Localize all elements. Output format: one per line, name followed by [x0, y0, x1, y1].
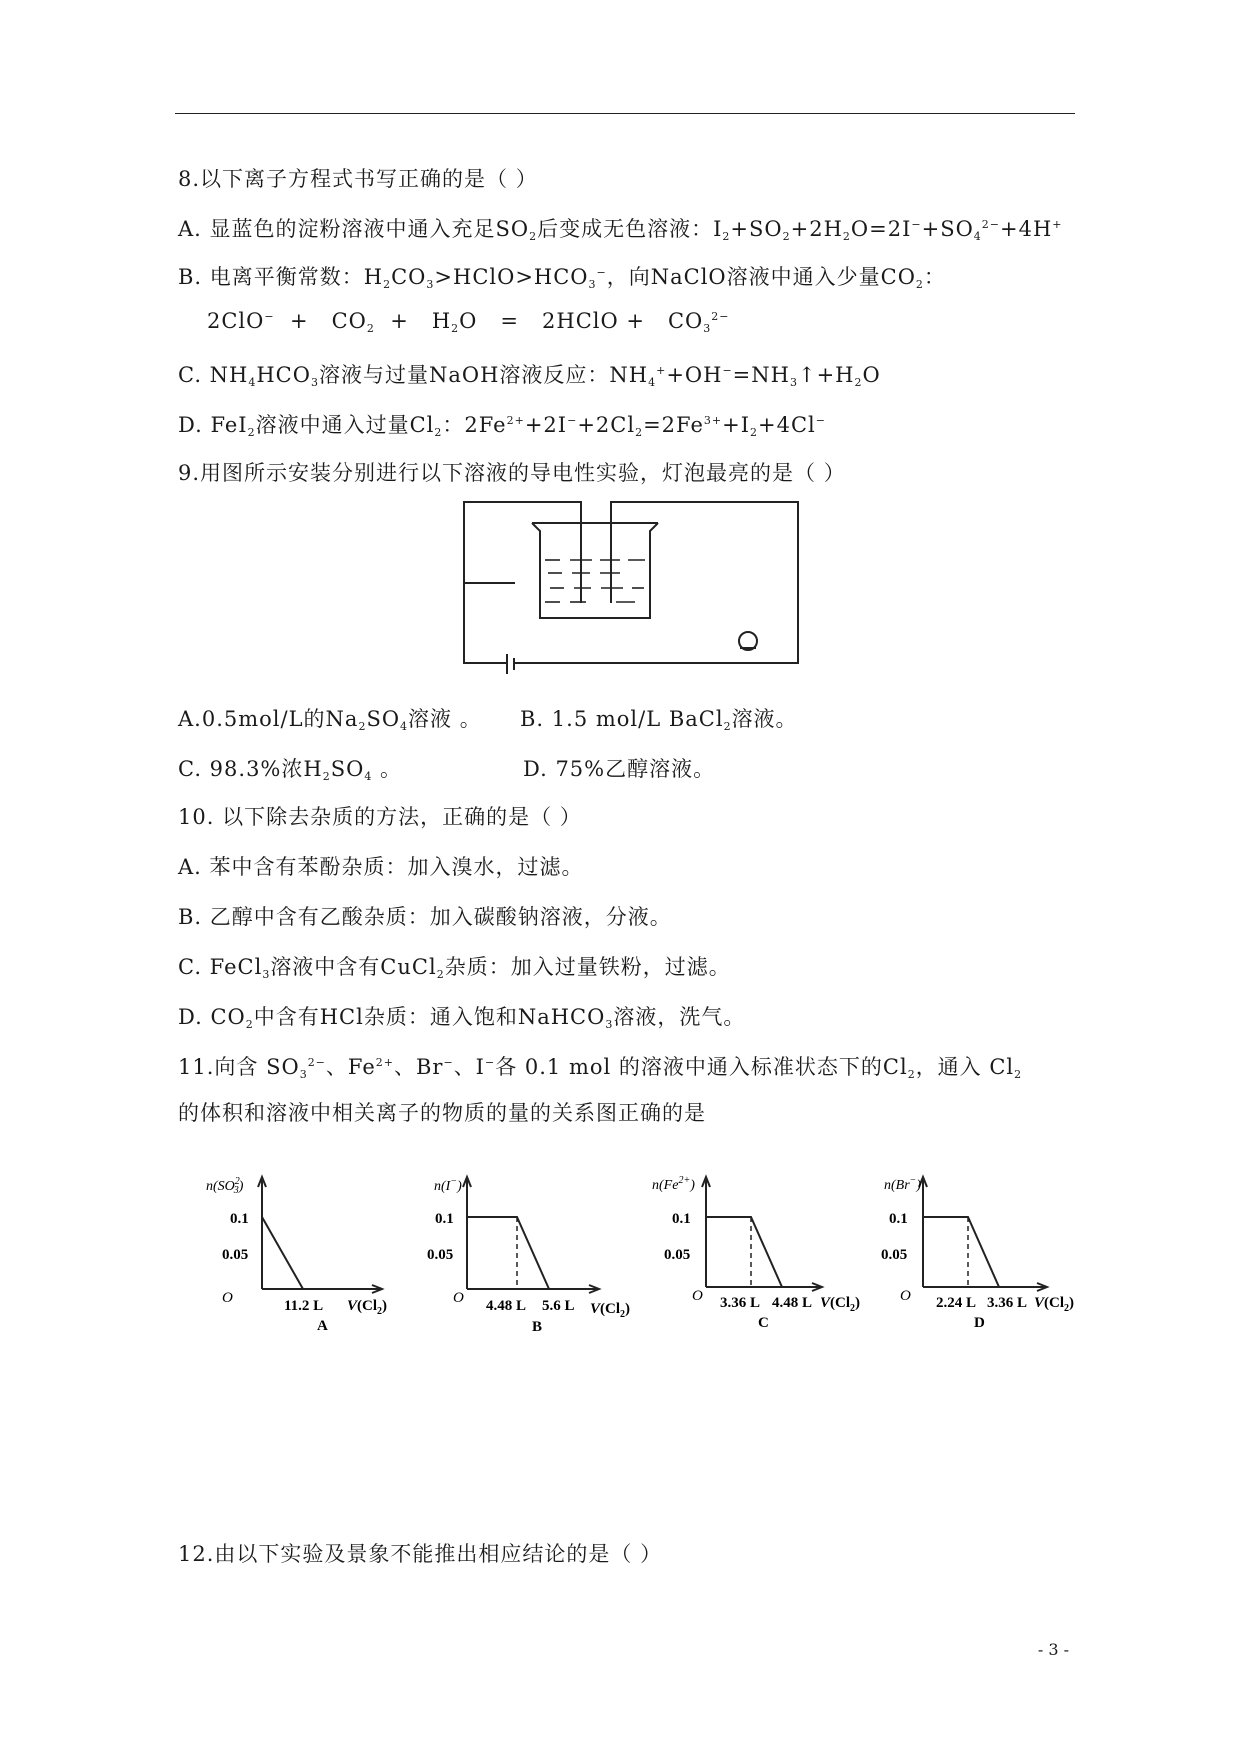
graph-c-xlabel: $V(Cl_2)$: [820, 1295, 861, 1314]
graph-a-y2: 0.05: [222, 1247, 249, 1263]
graph-b-x2: 5.6 L: [542, 1298, 575, 1314]
graph-a-x1: 11.2 L: [284, 1298, 324, 1314]
q9-option-d: D. 75%乙醇溶液。: [523, 757, 716, 781]
graph-c-x1: 3.36 L: [720, 1295, 761, 1311]
q8-option-a: A. 显蓝色的淀粉溶液中通入充足$SO_2$后变成无色溶液：$I_2+SO_2+2H_2O=2I^-+SO_4^{2-}+4H^+$: [178, 217, 1063, 243]
q10-option-b: B. 乙醇中含有乙酸杂质：加入碳酸钠溶液，分液。: [178, 905, 672, 929]
graph-b-y2: 0.05: [427, 1247, 454, 1263]
graph-a-ylabel: $n(SO^2$ 3): [206, 1176, 244, 1196]
q9-option-a: A.0.5mol/L的$Na_2SO_4$溶液 。: [178, 707, 482, 733]
graph-d-y1: 0.1: [889, 1211, 908, 1227]
q9-option-b: B. 1.5 mol/L BaCl$_2$溶液。: [520, 707, 798, 733]
q11-stem-line1: 11.向含 $SO_3^{2-}$、$Fe^{2+}$、Br−、I−各 0.1 mol 的溶液中通入标准状态下的$Cl_2$，通入 $Cl_2$: [178, 1055, 1023, 1081]
graph-c-label: C: [758, 1315, 769, 1331]
q8-option-b: B. 电离平衡常数：$H_2CO_3>HClO>HCO_3^-$，向NaClO溶液中通入少量$CO_2$：: [178, 265, 946, 291]
page-number: - 3 -: [1037, 1640, 1069, 1659]
q12-stem: 12.由以下实验及景象不能推出相应结论的是（ ）: [178, 1542, 663, 1566]
graph-c-y1: 0.1: [672, 1211, 691, 1227]
graph-a-label: A: [317, 1318, 328, 1334]
graph-b-xlabel: $V(Cl_2)$: [590, 1301, 631, 1320]
graph-d-x1: 2.24 L: [936, 1295, 977, 1311]
header-rule: [175, 113, 1075, 114]
graph-b-label: B: [532, 1319, 543, 1335]
graph-b-origin: O: [453, 1290, 464, 1306]
graph-d-xlabel: $V(Cl_2)$: [1034, 1295, 1075, 1314]
graph-d: [880, 1165, 1100, 1335]
graph-b: [425, 1165, 631, 1335]
graph-b-y1: 0.1: [435, 1211, 454, 1227]
q8-option-b-equation: $2ClO^- + CO_2 + H_2O$ = 2HClO + $CO_3^{2-}$: [207, 309, 730, 335]
graph-c-ylabel: $n(Fe^{2+})$: [652, 1175, 695, 1193]
q10-stem: 10. 以下除去杂质的方法，正确的是（ ）: [178, 805, 582, 829]
graph-d-ylabel: n(Br−): [884, 1175, 922, 1193]
q10-option-a: A. 苯中含有苯酚杂质：加入溴水，过滤。: [178, 855, 584, 879]
graph-c-y2: 0.05: [664, 1247, 691, 1263]
graph-c-x2: 4.48 L: [772, 1295, 813, 1311]
q8-option-c: C. $NH_4HCO_3$溶液与过量NaOH溶液反应：$NH_4^++OH^-=NH_3↑+H_2O$: [178, 363, 881, 389]
graph-a-xlabel: $V(Cl_2)$: [347, 1298, 388, 1317]
graph-b-ylabel: n(I−): [434, 1176, 462, 1194]
q9-option-c: C. 98.3%浓$H_2SO_4$ 。: [178, 757, 402, 783]
graph-d-origin: O: [900, 1288, 911, 1304]
q11-stem-line2: 的体积和溶液中相关离子的物质的量的关系图正确的是: [178, 1101, 706, 1125]
graph-a-y1: 0.1: [230, 1211, 249, 1227]
q10-option-d: D. $CO_2$中含有HCl杂质：通入饱和NaHCO$_3$溶液，洗气。: [178, 1005, 746, 1031]
graph-d-label: D: [974, 1315, 985, 1331]
graph-a-origin: O: [222, 1290, 233, 1306]
graph-c: [650, 1165, 880, 1335]
q8-stem: 8.以下离子方程式书写正确的是（ ）: [178, 167, 538, 191]
graph-b-x1: 4.48 L: [486, 1298, 527, 1314]
conductivity-apparatus-diagram: [460, 498, 805, 680]
graph-c-origin: O: [692, 1288, 703, 1304]
q10-option-c: C. FeCl$_3$溶液中含有CuCl$_2$杂质：加入过量铁粉，过滤。: [178, 955, 731, 981]
graph-d-x2: 3.36 L: [987, 1295, 1028, 1311]
q8-option-d: D. FeI$_2$溶液中通入过量$Cl_2$：$2Fe^{2+}+2I^-+2Cl_2=2Fe^{3+}+I_2+4Cl^-$: [178, 413, 826, 439]
graph-a: [200, 1165, 400, 1335]
graph-d-y2: 0.05: [881, 1247, 908, 1263]
q9-stem: 9.用图所示安装分别进行以下溶液的导电性实验，灯泡最亮的是（ ）: [178, 461, 846, 485]
